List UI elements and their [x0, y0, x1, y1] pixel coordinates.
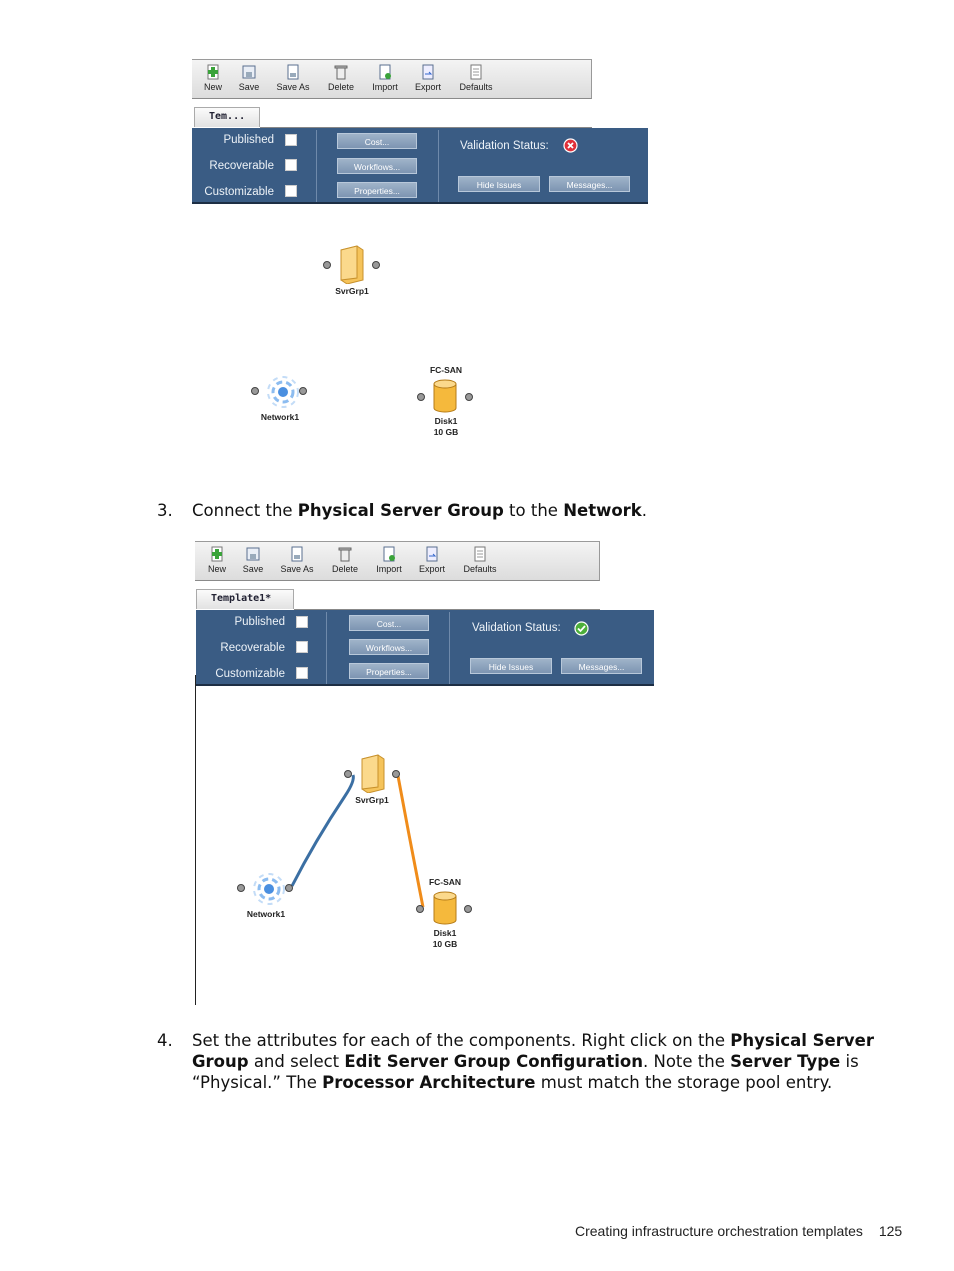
import-label: Import [376, 564, 402, 574]
tab-template1[interactable]: Template1* [196, 589, 294, 609]
hide-issues-button[interactable]: Hide Issues [470, 658, 552, 674]
network-icon[interactable] [266, 375, 300, 409]
save-label: Save [238, 82, 260, 92]
export-button[interactable] [407, 64, 449, 92]
disk-right-port[interactable] [465, 393, 473, 401]
text: must match the storage pool entry. [535, 1073, 833, 1092]
cost-button[interactable]: Cost... [349, 615, 429, 631]
emphasis: Processor Architecture [322, 1073, 536, 1092]
new-label: New [207, 564, 226, 574]
published-checkbox[interactable] [285, 134, 297, 146]
step-4 [157, 1030, 877, 1092]
step-text [192, 1030, 882, 1093]
disk-size-label: 10 GB [432, 939, 458, 949]
published-label: Published [223, 134, 274, 146]
text: is “Physical.” The [192, 1052, 859, 1092]
hide-issues-button[interactable]: Hide Issues [458, 176, 540, 192]
text: Connect the [192, 501, 298, 520]
disk-size-label: 10 GB [433, 427, 459, 437]
step-3 [157, 500, 877, 521]
disk-label: Disk1 [434, 416, 458, 426]
fc-san-label: FC-SAN [429, 365, 463, 375]
messages-button[interactable]: Messages... [549, 176, 630, 192]
svrgrp-label: SvrGrp1 [335, 286, 369, 296]
storage-link[interactable] [398, 776, 423, 907]
trash-icon [333, 64, 349, 80]
footer-title: Creating infrastructure orchestration templates [575, 1223, 863, 1239]
new-icon [205, 64, 221, 80]
emphasis: Physical Server Group [192, 1031, 874, 1071]
svrgrp-left-port[interactable] [323, 261, 331, 269]
cost-button[interactable]: Cost... [337, 133, 417, 149]
workflows-button[interactable]: Workflows... [337, 158, 417, 174]
customizable-checkbox[interactable] [285, 185, 297, 197]
footer [575, 1223, 905, 1239]
defaults-label: Defaults [459, 82, 493, 92]
export-label: Export [414, 82, 441, 92]
emphasis: Edit Server Group Configuration [344, 1052, 643, 1071]
import-icon [377, 64, 393, 80]
emphasis: Physical Server Group [297, 501, 504, 520]
import-label: Import [372, 82, 398, 92]
network-left-port[interactable] [237, 884, 245, 892]
properties-button[interactable]: Properties... [349, 663, 429, 679]
save-label: Save [242, 564, 264, 574]
toolbar [192, 59, 592, 99]
error-icon [563, 138, 578, 153]
step-text [192, 500, 647, 521]
divider [438, 130, 439, 202]
svrgrp-label: SvrGrp1 [355, 795, 389, 805]
divider [316, 130, 317, 202]
messages-button[interactable]: Messages... [561, 658, 642, 674]
screenshot-template-unconnected [192, 59, 648, 449]
import-button[interactable] [364, 64, 406, 92]
save-as-label: Save As [276, 82, 310, 92]
svrgrp-left-port[interactable] [344, 770, 352, 778]
screenshot-template-connected [195, 541, 655, 1006]
disk-icon[interactable] [432, 379, 458, 413]
emphasis: Network [563, 501, 642, 520]
disk-left-port[interactable] [416, 905, 424, 913]
text: Set the attributes for each of the components. Right click on the [192, 1031, 731, 1050]
validation-status-label: Validation Status: [472, 622, 561, 634]
network-icon[interactable] [252, 872, 286, 906]
recoverable-label: Recoverable [209, 160, 274, 172]
emphasis: Server Type [730, 1052, 841, 1071]
server-icon[interactable] [335, 244, 367, 284]
disk-label: Disk1 [433, 928, 457, 938]
delete-label: Delete [327, 82, 354, 92]
tab-template[interactable]: Tem... [194, 107, 260, 127]
defaults-icon [468, 64, 484, 80]
server-icon[interactable] [356, 753, 388, 793]
workflows-button[interactable]: Workflows... [349, 639, 429, 655]
text: . Note the [643, 1052, 731, 1071]
published-label: Published [234, 616, 285, 628]
defaults-label: Defaults [463, 564, 497, 574]
customizable-label: Customizable [204, 186, 274, 198]
disk-right-port[interactable] [464, 905, 472, 913]
save-button[interactable] [228, 64, 270, 92]
delete-label: Delete [331, 564, 358, 574]
network-link[interactable] [292, 775, 353, 886]
save-as-icon [285, 64, 301, 80]
validation-status-label: Validation Status: [460, 140, 549, 152]
save-as-button[interactable] [272, 64, 314, 92]
save-as-label: Save As [280, 564, 314, 574]
delete-button[interactable] [320, 64, 362, 92]
network-left-port[interactable] [251, 387, 259, 395]
text: to the [503, 501, 564, 520]
step-number: 3. [157, 501, 173, 520]
export-icon [420, 64, 436, 80]
fc-san-label: FC-SAN [428, 877, 462, 887]
disk-icon[interactable] [432, 891, 458, 925]
disk-left-port[interactable] [417, 393, 425, 401]
text: and select [248, 1052, 345, 1071]
text: . [641, 501, 648, 520]
save-icon [241, 64, 257, 80]
properties-button[interactable]: Properties... [337, 182, 417, 198]
template-properties-panel [192, 128, 648, 204]
new-label: New [203, 82, 222, 92]
customizable-label: Customizable [215, 668, 285, 680]
export-label: Export [418, 564, 445, 574]
svrgrp-right-port[interactable] [392, 770, 400, 778]
recoverable-checkbox[interactable] [285, 159, 297, 171]
network-label: Network1 [246, 909, 286, 919]
defaults-button[interactable] [455, 64, 497, 92]
network-right-port[interactable] [285, 884, 293, 892]
svrgrp-right-port[interactable] [372, 261, 380, 269]
page-number: 125 [878, 1223, 903, 1239]
recoverable-label: Recoverable [220, 642, 285, 654]
network-label: Network1 [260, 412, 300, 422]
network-right-port[interactable] [299, 387, 307, 395]
step-number: 4. [157, 1031, 173, 1050]
